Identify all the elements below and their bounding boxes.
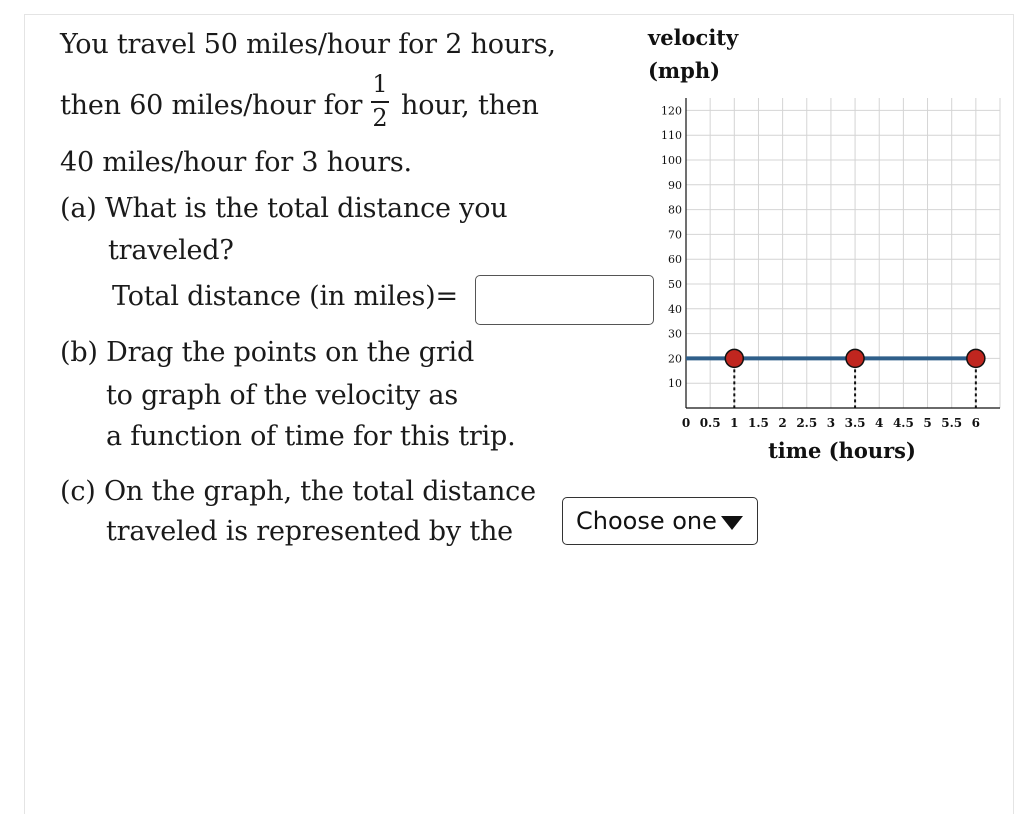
x-tick-label: 4.5 [892, 416, 914, 430]
part-b-line3: a function of time for this trip. [106, 421, 516, 452]
part-a-question-line2: traveled? [108, 235, 234, 266]
x-tick-label: 1.5 [748, 416, 769, 430]
y-tick-label: 70 [668, 228, 682, 242]
problem-intro-line2-before: then 60 miles/hour for [60, 90, 363, 121]
x-tick-label: 5 [923, 416, 932, 430]
part-b-line2: to graph of the velocity as [106, 380, 458, 411]
y-axis-label-line2: (mph) [648, 58, 721, 83]
draggable-point[interactable] [725, 349, 743, 367]
y-tick-label: 20 [668, 352, 682, 366]
x-axis-label: time (hours) [768, 438, 916, 463]
y-tick-label: 50 [668, 278, 682, 291]
x-tick-label: 3 [826, 416, 836, 430]
draggable-point[interactable] [846, 349, 864, 367]
y-tick-label: 110 [661, 129, 682, 143]
problem-intro-line1: You travel 50 miles/hour for 2 hours, [60, 29, 556, 60]
part-a-answer-label: Total distance (in miles)= [112, 281, 458, 312]
x-tick-label: 0 [681, 416, 691, 430]
draggable-point[interactable] [967, 349, 985, 367]
y-tick-label: 90 [668, 178, 682, 192]
total-distance-input[interactable] [475, 275, 654, 325]
x-tick-label: 2.5 [796, 416, 818, 430]
y-axis-label-line1: velocity [648, 25, 739, 50]
x-tick-label: 2 [778, 416, 787, 430]
y-tick-label: 30 [668, 327, 682, 341]
y-tick-label: 120 [661, 104, 682, 118]
fraction-numerator: 1 [372, 70, 388, 98]
part-a-question-line1: (a) What is the total distance you [60, 193, 508, 224]
x-tick-label: 5.5 [941, 416, 963, 430]
problem-intro-line2-after: hour, then [401, 90, 539, 121]
y-tick-label: 10 [668, 377, 682, 391]
x-tick-label: 1 [730, 416, 739, 430]
select-value: Choose one [576, 507, 717, 535]
chevron-down-icon [721, 516, 743, 530]
fraction-denominator: 2 [372, 104, 388, 132]
part-c-line2: traveled is represented by the [106, 516, 513, 547]
x-tick-label: 4 [875, 416, 884, 430]
part-b-line1: (b) Drag the points on the grid [60, 337, 475, 368]
question-panel [24, 14, 1014, 814]
y-tick-label: 100 [661, 154, 682, 167]
part-c-line1: (c) On the graph, the total distance [60, 476, 536, 507]
fraction-bar [371, 101, 389, 103]
y-tick-label: 80 [668, 203, 682, 217]
y-tick-label: 40 [668, 302, 682, 316]
x-tick-label: 0.5 [699, 416, 721, 430]
x-tick-label: 6 [971, 416, 981, 430]
x-tick-label: 3.5 [844, 416, 866, 430]
y-tick-label: 60 [668, 253, 682, 267]
problem-intro-line3: 40 miles/hour for 3 hours. [60, 147, 412, 178]
representation-select[interactable] [562, 497, 758, 545]
